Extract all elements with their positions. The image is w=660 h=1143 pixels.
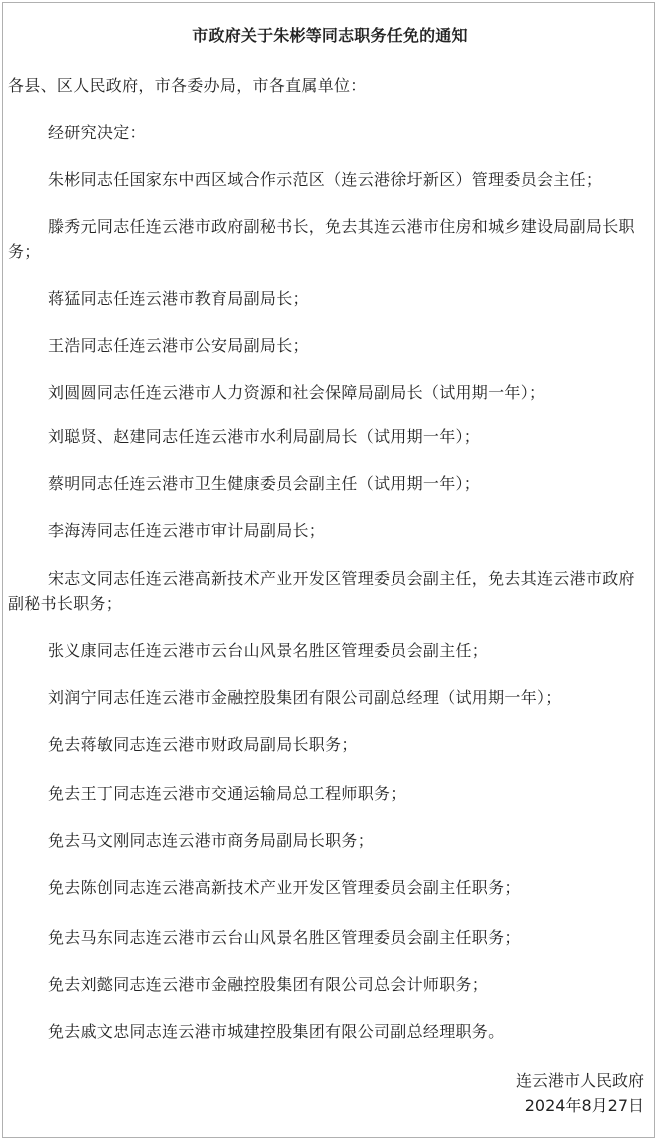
item-0: 朱彬同志任国家东中西区域合作示范区（连云港徐圩新区）管理委员会主任；: [48, 170, 603, 189]
item-8-continued: 副秘书长职务；: [8, 594, 123, 613]
item-5: 刘聪贤、赵建同志任连云港市水利局副局长（试用期一年）；: [48, 427, 481, 446]
item-2: 蒋猛同志任连云港市教育局副局长；: [48, 289, 309, 308]
item-8: 宋志文同志任连云港高新技术产业开发区管理委员会副主任，免去其连云港市政府: [48, 569, 635, 588]
item-12: 免去王丁同志连云港市交通运输局总工程师职务；: [48, 784, 407, 803]
signature-issuer: 连云港市人民政府: [515, 1071, 644, 1090]
item-3: 王浩同志任连云港市公安局副局长；: [48, 336, 309, 355]
intro-text: 经研究决定：: [48, 123, 146, 142]
item-13: 免去马文刚同志连云港市商务局副局长职务；: [48, 831, 375, 850]
item-6: 蔡明同志任连云港市卫生健康委员会副主任（试用期一年）；: [48, 474, 481, 493]
item-7: 李海涛同志任连云港市审计局副局长；: [48, 521, 326, 540]
salutation: 各县、区人民政府，市各委办局，市各直属单位：: [8, 76, 367, 95]
notice-title: 市政府关于朱彬等同志职务任免的通知: [192, 26, 468, 45]
item-14: 免去陈创同志连云港高新技术产业开发区管理委员会副主任职务；: [48, 878, 521, 897]
item-11: 免去蒋敏同志连云港市财政局副局长职务；: [48, 735, 358, 754]
item-10: 刘润宁同志任连云港市金融控股集团有限公司副总经理（试用期一年）；: [48, 688, 562, 707]
item-1-continued: 务；: [8, 242, 41, 261]
item-17: 免去戚文忠同志连云港市城建控股集团有限公司副总经理职务。: [48, 1022, 505, 1041]
signature-date: 2024年8月27日: [524, 1096, 644, 1115]
item-4: 刘圆圆同志任连云港市人力资源和社会保障局副局长（试用期一年）；: [48, 383, 546, 402]
item-1: 滕秀元同志任连云港市政府副秘书长，免去其连云港市住房和城乡建设局副局长职: [48, 217, 635, 236]
item-16: 免去刘懿同志连云港市金融控股集团有限公司总会计师职务；: [48, 975, 489, 994]
item-9: 张义康同志任连云港市云台山风景名胜区管理委员会副主任；: [48, 641, 489, 660]
item-15: 免去马东同志连云港市云台山风景名胜区管理委员会副主任职务；: [48, 928, 521, 947]
